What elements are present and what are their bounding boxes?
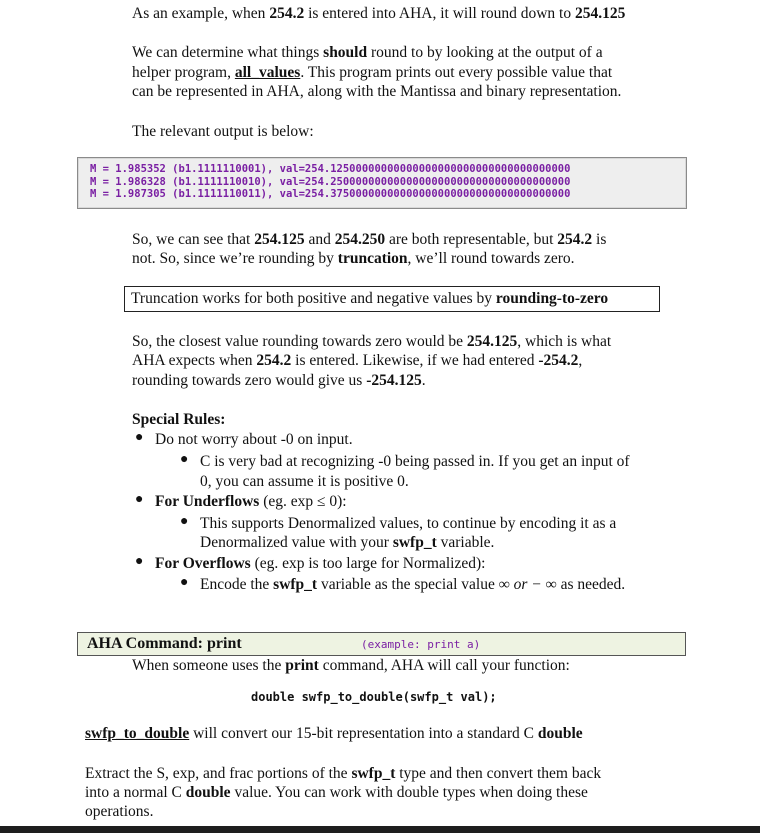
bullet-icon: ● xyxy=(135,430,144,445)
convert-description: swfp_to_double will convert our 15-bit representation into a standard C double xyxy=(85,725,583,742)
determine-line-1: We can determine what things should round to by looking at the output of a xyxy=(132,44,603,61)
page-bottom-bar xyxy=(0,826,760,833)
bullet-icon: ● xyxy=(180,575,189,590)
output-line: M = 1.987305 (b1.1111110011), val=254.37500000000000000000000000000000000000 xyxy=(90,188,571,201)
truncation-note-box xyxy=(124,286,660,312)
analysis-line-1: So, we can see that 254.125 and 254.250 are both representable, but 254.2 is xyxy=(132,231,607,248)
function-signature: double swfp_to_double(swfp_t val); xyxy=(251,690,497,704)
extract-line-1: Extract the S, exp, and frac portions of the swfp_t type and then convert them back xyxy=(85,765,602,782)
bullet-icon: ● xyxy=(135,554,144,569)
rule-underflows-detail-2: Denormalized value with your swfp_t variable. xyxy=(200,534,495,551)
output-line: M = 1.985352 (b1.1111110001), val=254.12500000000000000000000000000000000000 xyxy=(90,163,571,175)
rule-negative-zero: Do not worry about -0 on input. xyxy=(155,431,353,448)
truncation-note: Truncation works for both positive and negative values by rounding-to-zero xyxy=(131,290,609,307)
bullet-icon: ● xyxy=(135,492,144,507)
closest-line-1: So, the closest value rounding towards zero would be 254.125, which is what xyxy=(132,333,612,350)
rule-negative-zero-detail-2: 0, you can assume it is positive 0. xyxy=(200,473,409,490)
command-example: (example: print a) xyxy=(361,638,481,651)
rule-underflows-detail-1: This supports Denormalized values, to continue by encoding it as a xyxy=(200,515,617,532)
bullet-icon: ● xyxy=(180,514,189,529)
relevant-output-label: The relevant output is below: xyxy=(132,123,314,140)
analysis-line-2: not. So, since we’re rounding by truncation, we’ll round towards zero. xyxy=(132,250,575,267)
rule-negative-zero-detail-1: C is very bad at recognizing -0 being passed in. If you get an input of xyxy=(200,453,630,470)
rule-underflows: For Underflows (eg. exp ≤ 0): xyxy=(155,493,347,510)
special-rules-heading: Special Rules: xyxy=(132,411,226,428)
command-description: When someone uses the print command, AHA will call your function: xyxy=(132,657,570,674)
command-header-box xyxy=(77,632,686,656)
determine-line-3: can be represented in AHA, along with the Mantissa and binary representation. xyxy=(132,83,622,100)
program-output-box xyxy=(77,157,687,209)
extract-line-2: into a normal C double value. You can work with double types when doing these xyxy=(85,784,588,801)
command-label: AHA Command: print xyxy=(87,635,242,652)
rule-overflows: For Overflows (eg. exp is too large for Normalized): xyxy=(155,555,486,572)
example-sentence: As an example, when 254.2 is entered into AHA, it will round down to 254.125 xyxy=(132,5,626,22)
closest-line-3: rounding towards zero would give us -254.125. xyxy=(132,372,426,389)
bullet-icon: ● xyxy=(180,452,189,467)
extract-line-3: operations. xyxy=(85,803,154,820)
output-line: M = 1.986328 (b1.1111110010), val=254.25000000000000000000000000000000000000 xyxy=(90,175,571,188)
closest-line-2: AHA expects when 254.2 is entered. Likewise, if we had entered -254.2, xyxy=(132,352,583,369)
rule-overflows-detail: Encode the swfp_t variable as the special value ∞ or − ∞ as needed. xyxy=(200,576,626,593)
determine-line-2: helper program, all_values. This program prints out every possible value that xyxy=(132,64,613,81)
